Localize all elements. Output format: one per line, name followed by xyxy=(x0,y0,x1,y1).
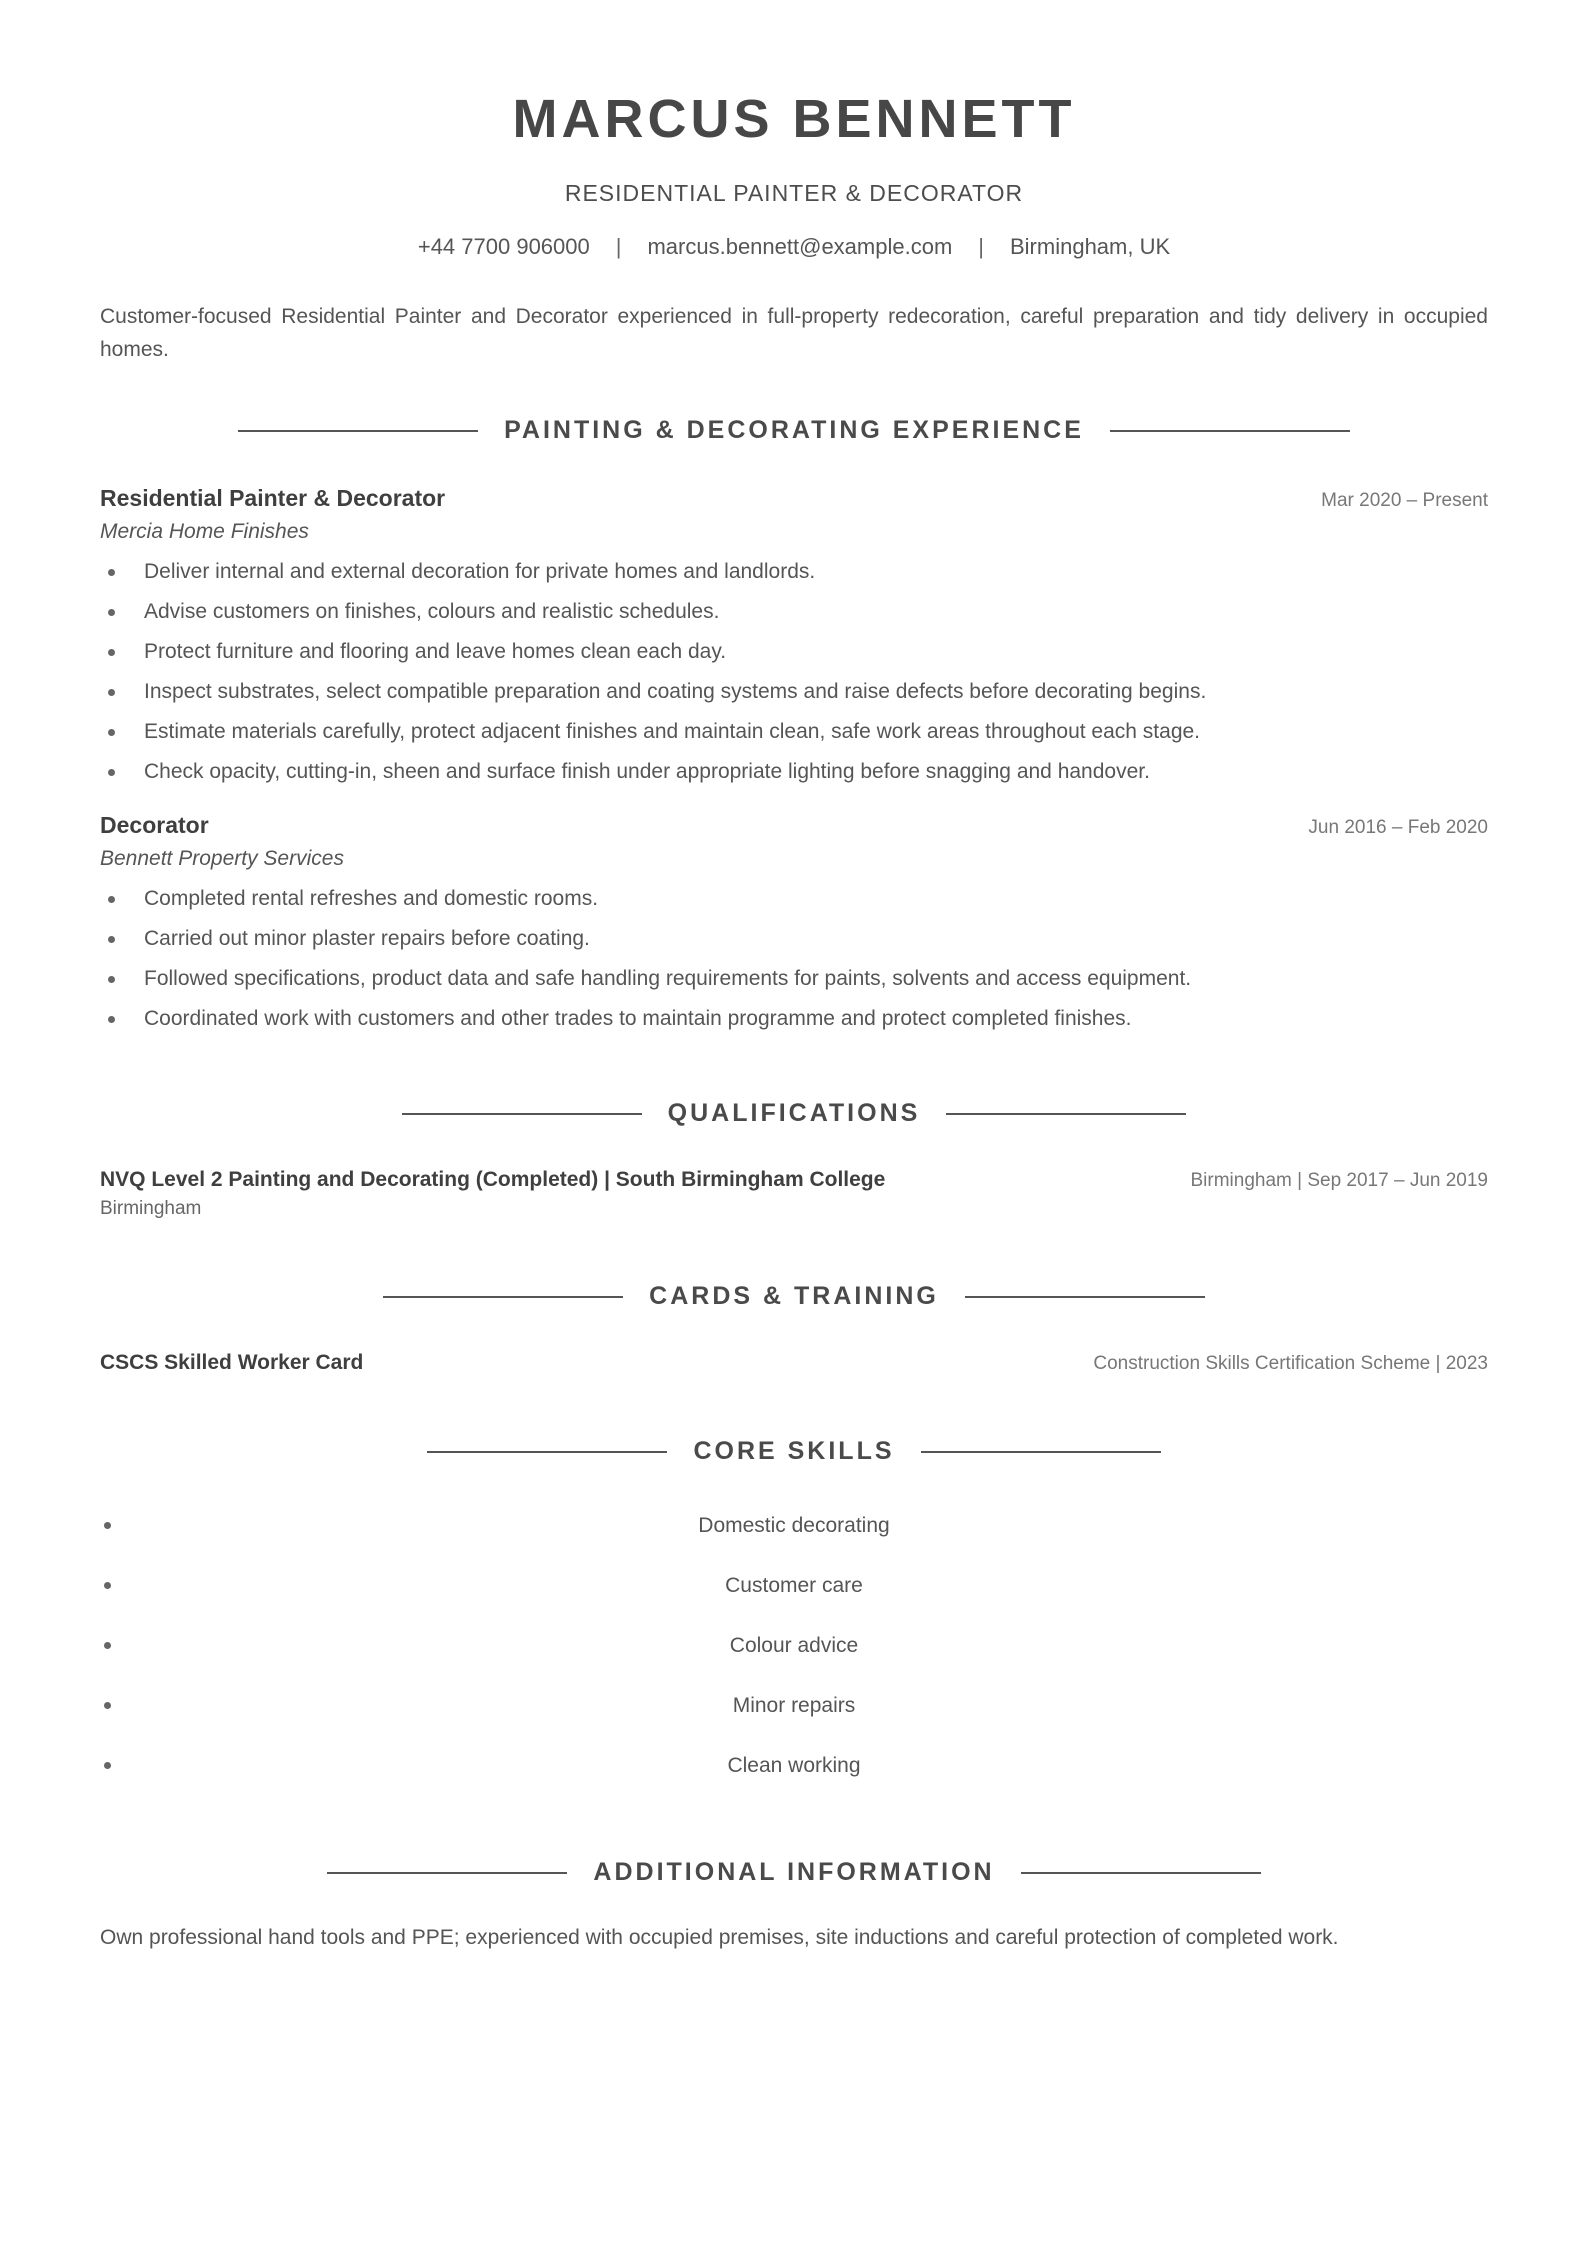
list-item: Estimate materials carefully, protect adjacent finishes and maintain clean, safe work areas throughout each stage. xyxy=(100,712,1488,752)
list-item: Colour advice xyxy=(100,1616,1488,1676)
heading-rule-left xyxy=(238,430,478,432)
qualification-header xyxy=(100,1168,1488,1192)
qualification-location: Birmingham xyxy=(100,1198,202,1219)
section-title: QUALIFICATIONS xyxy=(667,1099,921,1127)
list-item: Inspect substrates, select compatible preparation and coating systems and raise defects before decorating begins. xyxy=(100,672,1488,712)
job-dates: Mar 2020 – Present xyxy=(1321,490,1488,511)
qualification-entry xyxy=(100,1168,1488,1220)
location: Birmingham, UK xyxy=(1010,234,1171,259)
section-title: ADDITIONAL INFORMATION xyxy=(593,1858,995,1886)
list-item: Customer care xyxy=(100,1556,1488,1616)
heading-rule-right xyxy=(946,1113,1186,1115)
job-entry xyxy=(100,812,1488,1039)
list-item: Followed specifications, product data and safe handling requirements for paints, solvents and access equipment. xyxy=(100,959,1488,999)
list-item: Coordinated work with customers and other trades to maintain programme and protect completed finishes. xyxy=(100,999,1488,1039)
list-item: Carried out minor plaster repairs before coating. xyxy=(100,919,1488,959)
section-heading-additional xyxy=(100,1858,1488,1887)
section-heading-cards xyxy=(100,1282,1488,1311)
section-title: PAINTING & DECORATING EXPERIENCE xyxy=(504,416,1084,444)
section-heading-experience xyxy=(100,416,1488,445)
section-title: CARDS & TRAINING xyxy=(649,1282,939,1310)
job-headline: RESIDENTIAL PAINTER & DECORATOR xyxy=(564,180,1024,206)
company-name: Mercia Home Finishes xyxy=(100,520,309,543)
qualification-title: NVQ Level 2 Painting and Decorating (Completed) | South Birmingham College xyxy=(100,1168,886,1191)
heading-rule-left xyxy=(383,1296,623,1298)
job-dates: Jun 2016 – Feb 2020 xyxy=(1308,817,1488,838)
list-item: Minor repairs xyxy=(100,1676,1488,1736)
company-name: Bennett Property Services xyxy=(100,847,344,870)
heading-rule-right xyxy=(965,1296,1205,1298)
responsibility-list xyxy=(100,552,1488,792)
phone-number: +44 7700 906000 xyxy=(417,234,590,259)
section-heading-skills xyxy=(100,1437,1488,1466)
heading-rule-right xyxy=(921,1451,1161,1453)
contact-separator: | xyxy=(978,234,984,259)
card-title: CSCS Skilled Worker Card xyxy=(100,1351,364,1374)
job-title: Residential Painter & Decorator xyxy=(100,485,446,511)
job-header xyxy=(100,812,1488,839)
card-meta: Construction Skills Certification Scheme | 2023 xyxy=(1093,1353,1488,1374)
card-entry xyxy=(100,1351,1488,1375)
candidate-name: MARCUS BENNETT xyxy=(512,89,1076,149)
additional-info-text: Own professional hand tools and PPE; experienced with occupied premises, site inductions and careful protection of completed work. xyxy=(100,1926,1339,1949)
qualification-meta: Birmingham | Sep 2017 – Jun 2019 xyxy=(1190,1170,1488,1191)
heading-rule-right xyxy=(1021,1872,1261,1874)
job-title: Decorator xyxy=(100,812,209,838)
email-address: marcus.bennett@example.com xyxy=(647,234,953,259)
list-item: Advise customers on finishes, colours and realistic schedules. xyxy=(100,592,1488,632)
profile-summary: Customer-focused Residential Painter and Decorator experienced in full-property redecoration, careful preparation and tidy delivery in occupied homes. xyxy=(100,305,1488,361)
contact-line xyxy=(100,232,1488,262)
heading-rule-left xyxy=(427,1451,667,1453)
contact-separator: | xyxy=(615,234,622,259)
job-entry xyxy=(100,485,1488,792)
list-item: Domestic decorating xyxy=(100,1496,1488,1556)
list-item: Protect furniture and flooring and leave homes clean each day. xyxy=(100,632,1488,672)
responsibility-list xyxy=(100,879,1488,1039)
section-title: CORE SKILLS xyxy=(693,1437,895,1465)
list-item: Clean working xyxy=(100,1736,1488,1796)
heading-rule-left xyxy=(327,1872,567,1874)
list-item: Completed rental refreshes and domestic rooms. xyxy=(100,879,1488,919)
job-header xyxy=(100,485,1488,512)
section-heading-qualifications xyxy=(100,1099,1488,1128)
heading-rule-right xyxy=(1110,430,1350,432)
list-item: Deliver internal and external decoration for private homes and landlords. xyxy=(100,552,1488,592)
heading-rule-left xyxy=(402,1113,642,1115)
list-item: Check opacity, cutting-in, sheen and surface finish under appropriate lighting before snagging and handover. xyxy=(100,752,1488,792)
skills-list xyxy=(100,1496,1488,1796)
